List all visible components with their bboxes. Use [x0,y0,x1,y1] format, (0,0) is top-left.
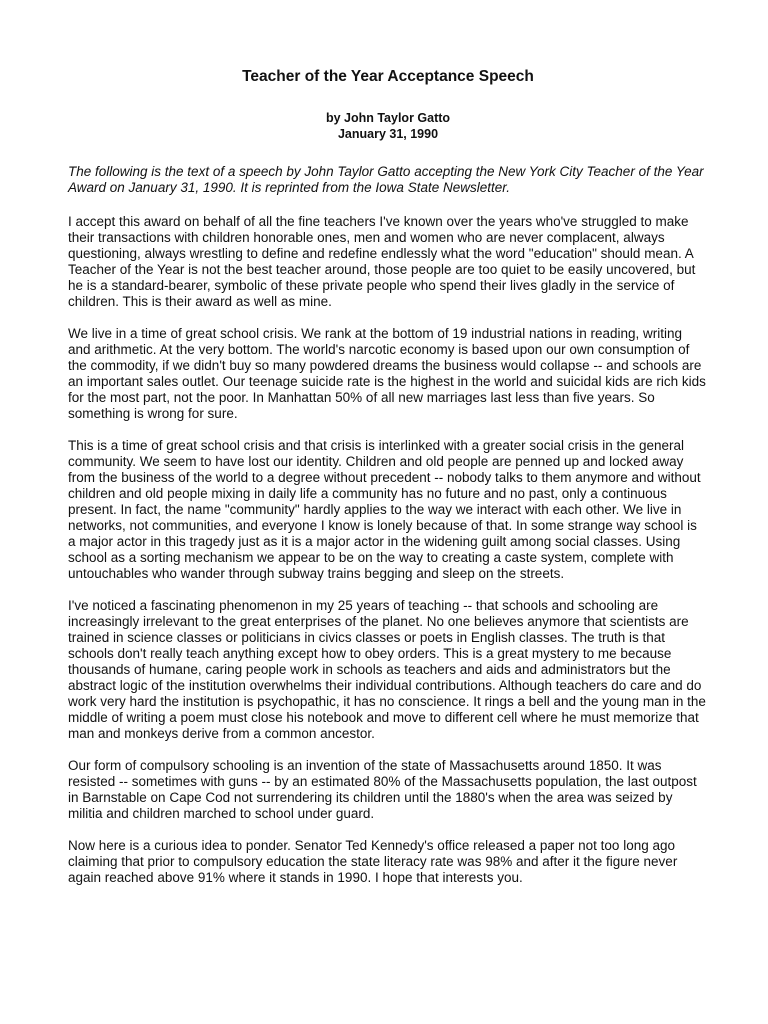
intro-paragraph: The following is the text of a speech by John Taylor Gatto accepting the New York City Teacher of the Year Award on January 31, 1990. It is reprinted from the Iowa State Newsletter. [68,164,704,195]
body-paragraph-5: Our form of compulsory schooling is an invention of the state of Massachusetts around 1850. It was resisted -- sometimes with guns -- by an estimated 80% of the Massachusetts population, the last outpost in Barnstable on Cape Cod not surrendering its children until the 1880's when the area was seized by militia and children marched to school under guard. [68,758,697,821]
date-line: January 31, 1990 [337,127,439,141]
document-title: Teacher of the Year Acceptance Speech [242,68,534,85]
body-paragraph-3: This is a time of great school crisis and that crisis is interlinked with a greater social crisis in the general community. We seem to have lost our identity. Children and old people are penned up and locked away from the business of the world to a degree without precedent -- nobody talks to them anymore and without children and old people mixing in daily life a community has no future and no past, only a continuous present. In fact, the name "community" hardly applies to the way we interact with each other. We live in networks, not communities, and everyone I know is lonely because of that. In some strange way school is a major actor in this tragedy just as it is a major actor in the widening guilt among social classes. Using school as a sorting mechanism we appear to be on the way to creating a caste system, complete with untouchables who wander through subway trains begging and sleep on the streets. [68,438,701,581]
body-paragraph-4: I've noticed a fascinating phenomenon in my 25 years of teaching -- that schools and schooling are increasingly irrelevant to the great enterprises of the planet. No one believes anymore that scientists are trained in science classes or politicians in civics classes or poets in English classes. The truth is that schools don't really teach anything except how to obey orders. This is a great mystery to me because thousands of humane, caring people work in schools as teachers and aids and administrators but the abstract logic of the institution overwhelms their individual contributions. Although teachers do care and do work very hard the institution is psychopathic, it has no conscience. It rings a bell and the young man in the middle of writing a poem must close his notebook and move to different cell where he must memorize that man and monkeys derive from a common ancestor. [68,598,706,741]
document-page [68,66,708,886]
body-paragraph-6: Now here is a curious idea to ponder. Senator Ted Kennedy's office released a paper not too long ago claiming that prior to compulsory education the state literacy rate was 98% and after it the figure never again reached above 91% where it stands in 1990. I hope that interests you. [68,838,678,885]
body-paragraph-1: I accept this award on behalf of all the fine teachers I've known over the years who've struggled to make their transactions with children honorable ones, men and women who are never complacent, always questioning, always wrestling to define and redefine endlessly what the word "education" should mean. A Teacher of the Year is not the best teacher around, those people are too quiet to be easily uncovered, but he is a standard-bearer, symbolic of these private people who spend their lives gladly in the service of children. This is their award as well as mine. [68,214,696,309]
author-line: by John Taylor Gatto [325,111,451,125]
body-paragraph-2: We live in a time of great school crisis. We rank at the bottom of 19 industrial nations in reading, writing and arithmetic. At the very bottom. The world's narcotic economy is based upon our own consumption of the commodity, if we didn't buy so many powdered dreams the business would collapse -- and schools are an important sales outlet. Our teenage suicide rate is the highest in the world and suicidal kids are rich kids for the most part, not the poor. In Manhattan 50% of all new marriages last less than five years. So something is wrong for sure. [68,326,706,421]
byline [68,110,708,142]
